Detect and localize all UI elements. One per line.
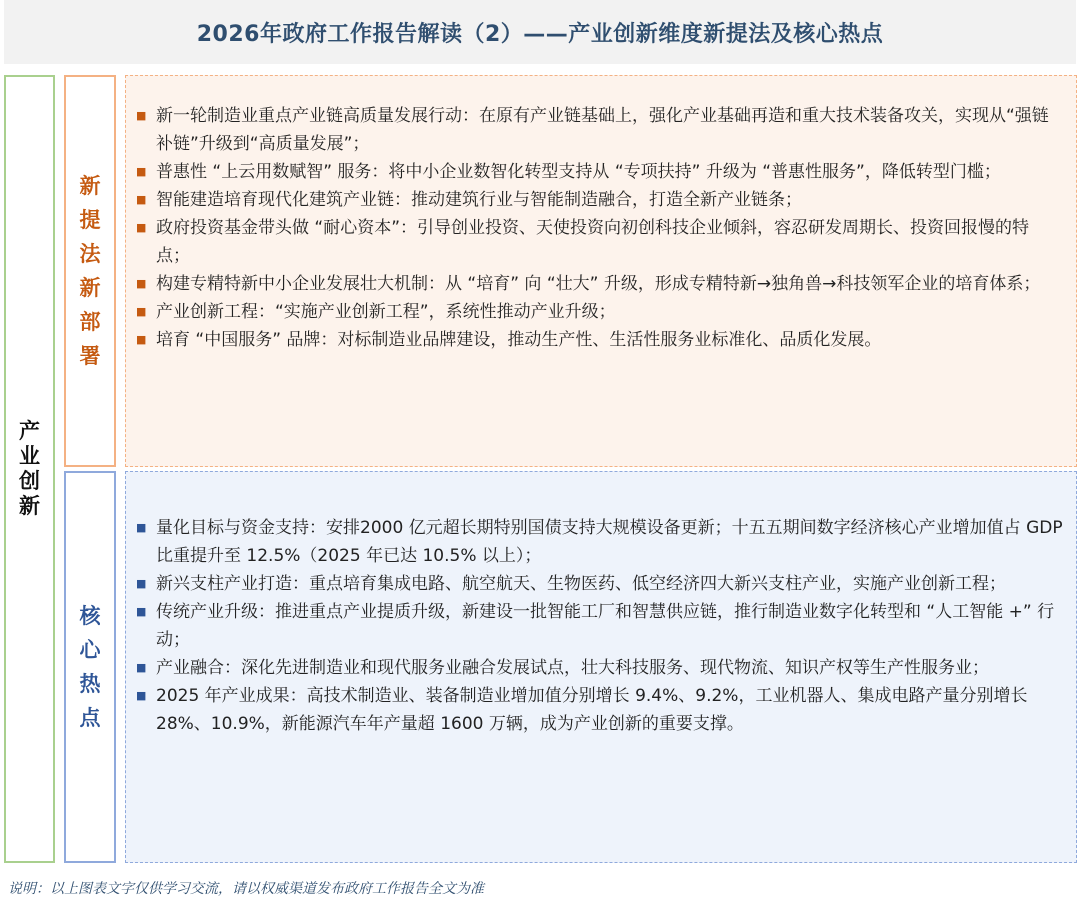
main-label-char: 业 xyxy=(19,443,40,468)
bullet-icon: ■ xyxy=(136,605,147,618)
main-category-label xyxy=(4,75,55,863)
list-item-text: 构建专精特新中小企业发展壮大机制：从 “培育” 向 “壮大” 升级，形成专精特新→独角兽→科技领军企业的培育体系； xyxy=(156,274,1041,294)
bullet-icon: ■ xyxy=(136,577,147,590)
list-item-text: 普惠性 “上云用数赋智” 服务：将中小企业数智化转型支持从 “专项扶持” 升级为 “普惠性服务”，降低转型门槛； xyxy=(156,162,1001,182)
bullet-icon: ■ xyxy=(136,193,147,206)
list-item xyxy=(132,102,1062,158)
bullet-list xyxy=(132,102,1062,354)
list-item-text: 量化目标与资金支持：安排2000 亿元超长期特别国债支持大规模设备更新；十五五期间数字经济核心产业增加值占 GDP 比重提升至 12.5%（2025 年已达 10.5% 以上）； xyxy=(156,518,1063,566)
list-item-text: 传统产业升级：推进重点产业提质升级，新建设一批智能工厂和智慧供应链，推行制造业数字化转型和 “人工智能 +” 行动； xyxy=(156,602,1055,650)
bullet-icon: ■ xyxy=(136,221,147,234)
list-item-text: 新一轮制造业重点产业链高质量发展行动：在原有产业链基础上，强化产业基础再造和重大技术装备攻关，实现从“强链补链”升级到“高质量发展”； xyxy=(156,106,1049,154)
list-item-text: 政府投资基金带头做 “耐心资本”：引导创业投资、天使投资向初创科技企业倾斜，容忍研发周期长、投资回报慢的特点； xyxy=(156,218,1030,266)
list-item xyxy=(132,654,1066,682)
list-item-text: 新兴支柱产业打造：重点培育集成电路、航空航天、生物医药、低空经济四大新兴支柱产业，实施产业创新工程； xyxy=(156,574,1006,594)
section-label-char: 法 xyxy=(79,242,101,266)
list-item xyxy=(132,186,1062,214)
section-label-char: 新 xyxy=(79,174,101,198)
section-label-char: 署 xyxy=(79,344,101,368)
list-item-text: 智能建造培育现代化建筑产业链：推动建筑行业与智能制造融合，打造全新产业链条； xyxy=(156,190,802,210)
main-label-char: 创 xyxy=(19,469,40,493)
list-item xyxy=(132,270,1062,298)
main-label-char: 新 xyxy=(19,494,40,519)
bullet-icon: ■ xyxy=(136,109,147,122)
bullet-icon: ■ xyxy=(136,521,147,534)
section-label-char: 核 xyxy=(79,604,101,628)
bullet-icon: ■ xyxy=(136,333,147,346)
list-item xyxy=(132,298,1062,326)
title-bar xyxy=(4,0,1076,64)
footnote: 说明：以上图表文字仅供学习交流，请以权威渠道发布政府工作报告全文为准 xyxy=(8,881,484,897)
bullet-list xyxy=(132,514,1066,738)
section-label-core-hotspots xyxy=(64,471,116,863)
list-item-text: 2025 年产业成果：高技术制造业、装备制造业增加值分别增长 9.4%、9.2%，工业机器人、集成电路产量分别增长 28%、10.9%，新能源汽车年产量超 1600 万辆，成为产业创新的重要支撑。 xyxy=(156,686,1028,734)
section-label-char: 热 xyxy=(79,672,101,696)
list-item-text: 产业创新工程：“实施产业创新工程”，系统性推动产业升级； xyxy=(156,302,616,322)
section-label-char: 提 xyxy=(79,208,101,232)
bullet-icon: ■ xyxy=(136,165,147,178)
list-item xyxy=(132,682,1066,738)
bullet-icon: ■ xyxy=(136,661,147,674)
list-item xyxy=(132,514,1066,570)
bullet-icon: ■ xyxy=(136,689,147,702)
list-item xyxy=(132,214,1062,270)
section-label-char: 点 xyxy=(79,706,101,730)
main-label-char: 产 xyxy=(19,418,40,443)
list-item-text: 产业融合：深化先进制造业和现代服务业融合发展试点，壮大科技服务、现代物流、知识产权等生产性服务业； xyxy=(156,658,989,678)
page-title: 2026年政府工作报告解读（2）——产业创新维度新提法及核心热点 xyxy=(196,21,884,47)
bullet-icon: ■ xyxy=(136,277,147,290)
list-item-text: 培育 “中国服务” 品牌：对标制造业品牌建设，推动生产性、生活性服务业标准化、品质化发展。 xyxy=(156,330,882,350)
section-content-core-hotspots xyxy=(125,471,1077,863)
bullet-icon: ■ xyxy=(136,305,147,318)
list-item xyxy=(132,570,1066,598)
list-item xyxy=(132,158,1062,186)
list-item xyxy=(132,326,1062,354)
section-label-char: 新 xyxy=(79,276,101,300)
section-label-new-deployments xyxy=(64,75,116,467)
section-content-new-deployments xyxy=(125,75,1077,467)
section-label-char: 心 xyxy=(79,638,101,662)
section-label-char: 部 xyxy=(79,310,101,334)
list-item xyxy=(132,598,1066,654)
